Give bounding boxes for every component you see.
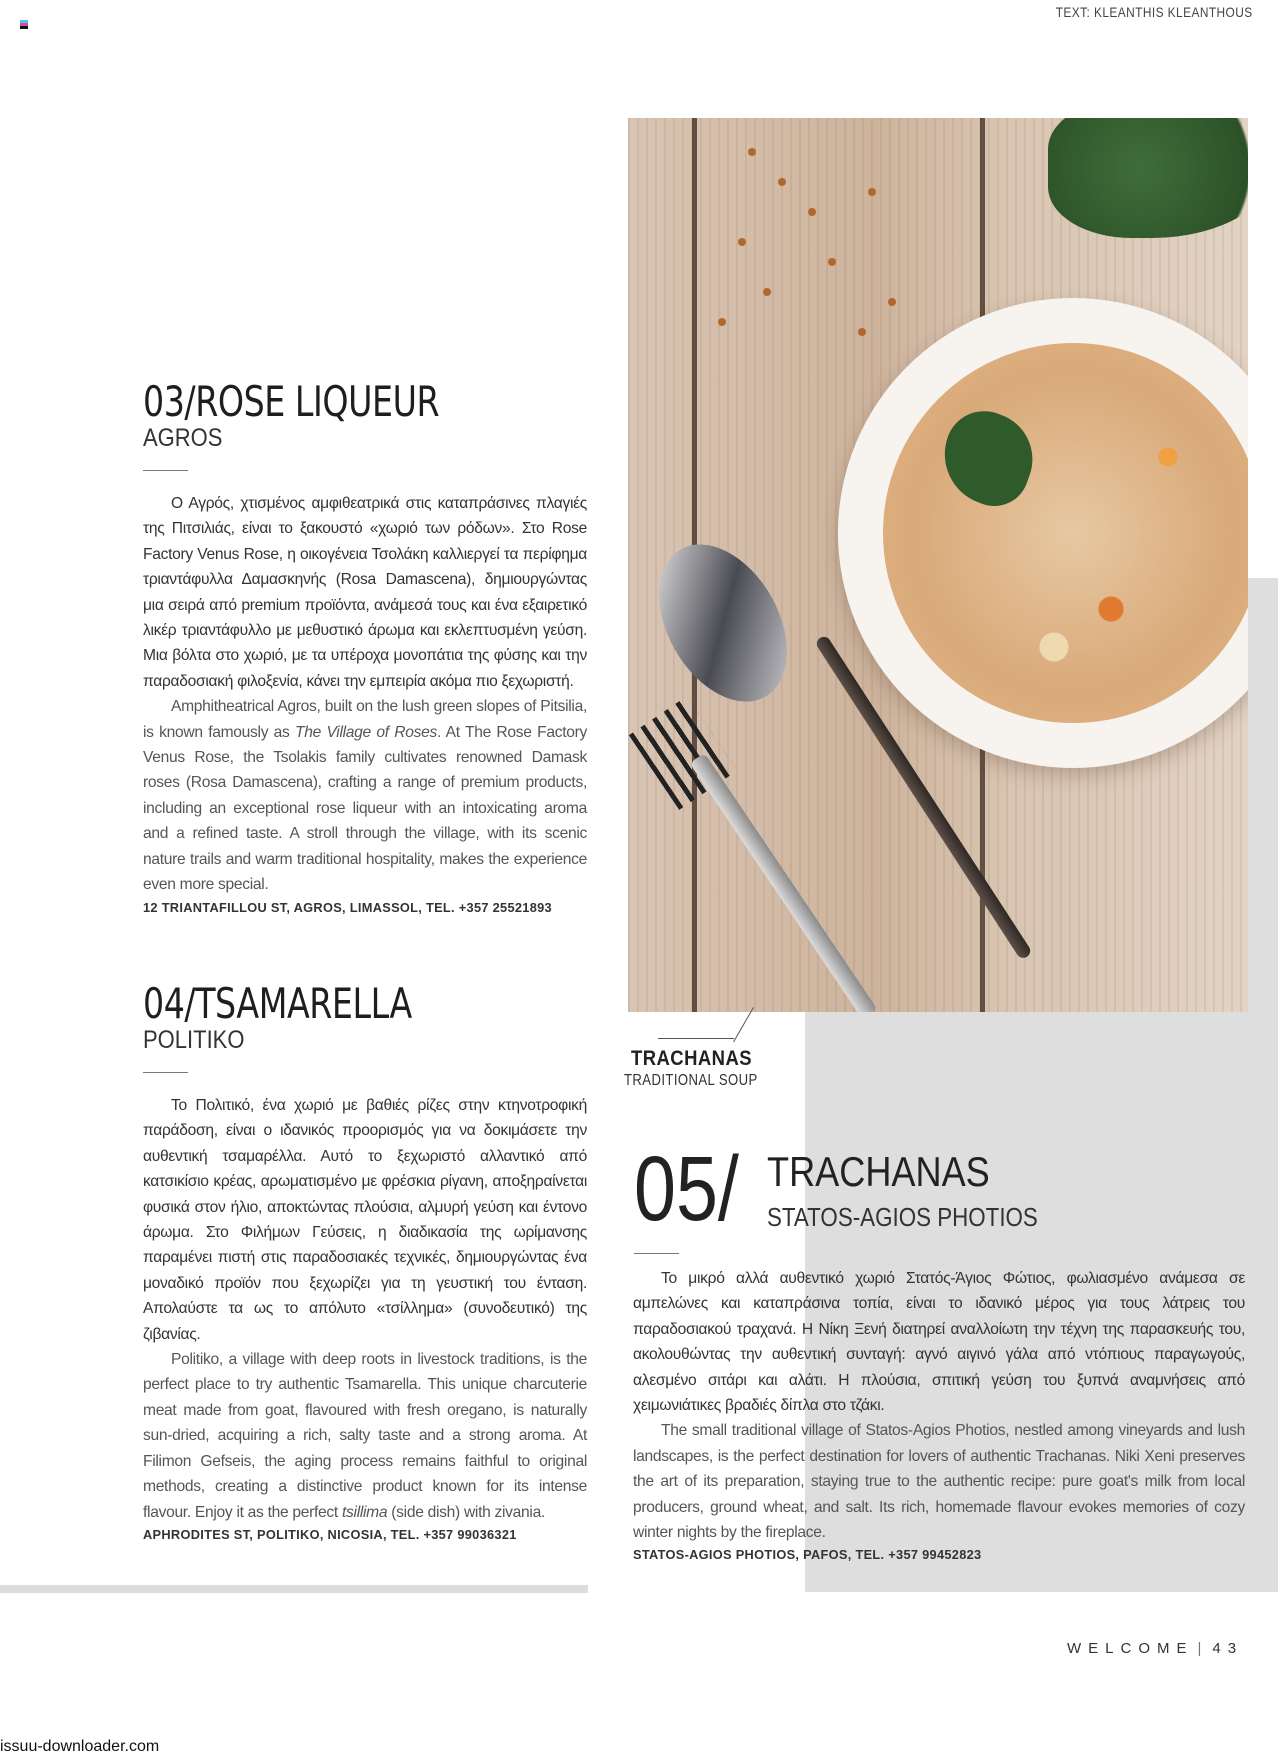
photo-caption-subtitle: TRADITIONAL SOUP — [624, 1072, 758, 1089]
section-location: POLITIKO — [143, 1026, 245, 1054]
section-title: TRACHANAS — [767, 1148, 990, 1195]
section-address: APHRODITES ST, POLITIKO, NICOSIA, TEL. +357 99036321 — [143, 1526, 517, 1542]
section-address: 12 TRIANTAFILLOU ST, AGROS, LIMASSOL, TEL. +357 25521893 — [143, 899, 552, 915]
english-paragraph: The small traditional village of Statos-Agios Photios, nestled among vineyards and lush landscapes, is the perfect destination for lovers of authentic Trachanas. Niki Xeni preserves the art of its preparation, staying true to the authentic recipe: pure goat's milk from local producers, ground wheat, and salt. Its rich, homemade flavour evokes memories of cozy winter nights by the fireplace. — [633, 1422, 1245, 1542]
title-divider — [143, 1072, 188, 1073]
section-number: 05/ — [634, 1138, 739, 1240]
english-paragraph — [143, 1347, 587, 1525]
english-text: Politiko, a village with deep roots in livestock traditions, is the perfect place to try authentic Tsamarella. This unique charcuterie meat made from goat, flavoured with fresh oregano, is naturally sun-dried, acquiring a rich, salty taste and a strong aroma. At Filimon Gefseis, the aging process remains faithful to original methods, creating a distinctive product known for its intense flavour. Enjoy it as the perfect — [143, 1351, 587, 1521]
page-number: 43 — [1212, 1640, 1244, 1657]
print-color-marks — [20, 20, 28, 29]
english-text: Amphitheatrical Agros, built on the lush green slopes of Pitsilia, is known famously as — [143, 698, 587, 741]
english-italic-text: The Village of Roses — [295, 723, 437, 741]
black-mark — [20, 26, 28, 29]
english-text: (side dish) with zivania. — [387, 1503, 545, 1521]
section-title: 04/TSAMARELLA — [143, 979, 412, 1028]
spoon-image — [633, 522, 813, 724]
folio-separator: | — [1197, 1640, 1209, 1657]
watermark-link[interactable]: issuu-downloader.com — [0, 1738, 160, 1755]
herb-garnish-image — [930, 400, 1045, 515]
section-location: STATOS-AGIOS PHOTIOS — [767, 1202, 1038, 1232]
author-credit: TEXT: KLEANTHIS KLEANTHOUS — [1056, 4, 1253, 20]
caption-leader-line — [733, 1007, 754, 1042]
section-body — [143, 1093, 587, 1525]
english-paragraph — [143, 694, 587, 897]
section-tsamarella — [143, 979, 587, 1542]
caption-leader-line — [658, 1038, 734, 1039]
greek-paragraph: Το Πολιτικό, ένα χωριό με βαθιές ρίζες στην κτηνοτροφική παράδοση, είναι ο ιδανικός προορισμός για να δοκιμάσετε την αυθεντική τσαμαρέλλα. Αυτό το ξεχωριστό αλλαντικό από κατσικίσιο κρέας, αρωματισμένο με φρέσκια ρίγανη, αποξηραίνεται φυσικά στον ήλιο, αποκτώντας πλούσια, αλμυρή γεύση και έντονο άρωμα. Στο Φιλήμων Γεύσεις, η διαδικασία της ωρίμανσης παραμένει πιστή στις παραδοσιακές τεχνικές, δημιουργώντας ένα μοναδικό προϊόν που ξεχωρίζει για τη γευστική του ένταση. Απολαύστε τα ως το απόλυτο «τσίλλημα» (συνοδευτικό) της ζιβανίας. — [143, 1097, 587, 1343]
title-divider — [634, 1253, 679, 1254]
title-divider — [143, 470, 188, 471]
section-trachanas — [633, 1266, 1245, 1562]
page-folio — [1067, 1640, 1243, 1657]
photo-caption-title: TRACHANAS — [631, 1047, 752, 1070]
section-location: AGROS — [143, 424, 223, 452]
soup-image — [883, 343, 1248, 723]
section-body — [143, 491, 587, 898]
parsley-sprig-image — [1048, 118, 1248, 238]
greek-paragraph: Ο Αγρός, χτισμένος αμφιθεατρικά στις καταπράσινες πλαγιές της Πιτσιλιάς, είναι το ξακουστό «χωριό των ρόδων». Στο Rose Factory Venus Rose, η οικογένεια Τσολάκη καλλιεργεί τα περίφημα τριαντάφυλλα Δαμασκηνής (Rosa Damascena), δημιουργώντας μια σειρά από premium προϊόντα, ανάμεσά τους και ένα εξαιρετικό λικέρ τριαντάφυλλο με μεθυστικό άρωμα και εκλεπτυσμένη γεύση. Μια βόλτα στο χωριό, με τα υπέροχα μονοπάτια της φύσης και την παραδοσιακή φιλοξενία, κάνει την εμπειρία ακόμα πιο ξεχωριστή. — [143, 495, 587, 690]
section-body — [633, 1266, 1245, 1545]
english-text: . At The Rose Factory Venus Rose, the Tsolakis family cultivates renowned Damask roses (Rosa Damascena), crafting a range of premium products, including an exceptional rose liqueur with an intoxicating aroma and a refined taste. A stroll through the village, with its scenic nature trails and warm traditional hospitality, makes the experience even more special. — [143, 723, 587, 894]
trachanas-photo — [628, 118, 1248, 1012]
fork-image — [690, 753, 878, 1012]
magazine-section-name: WELCOME — [1067, 1640, 1194, 1657]
section-title: 03/ROSE LIQUEUR — [143, 377, 440, 426]
greek-paragraph: Το μικρό αλλά αυθεντικό χωριό Στατός-Άγιος Φώτιος, φωλιασμένο ανάμεσα σε αμπελώνες και καταπράσινα τοπία, είναι το ιδανικό μέρος για τους λάτρεις του παραδοσιακού τραχανά. Η Νίκη Ξενή διατηρεί αναλλοίωτη την τέχνη της παρασκευής του, ακολουθώντας την αυθεντική συνταγή: αγνό αιγινό γάλα από ντόπιους παραγωγούς, αλεσμένο σιτάρι και αλάτι. Η πλούσια, σπιτική γεύση του ξυπνά αναμνήσεις από χειμωνιάτικες βραδιές δίπλα στο τζάκι. — [633, 1270, 1245, 1415]
soup-bowl-image — [838, 298, 1248, 768]
section-address: STATOS-AGIOS PHOTIOS, PAFOS, TEL. +357 99452823 — [633, 1547, 982, 1563]
section-rose-liqueur — [143, 377, 587, 915]
gray-footer-bar — [0, 1585, 588, 1593]
english-italic-text: tsillima — [342, 1503, 388, 1521]
